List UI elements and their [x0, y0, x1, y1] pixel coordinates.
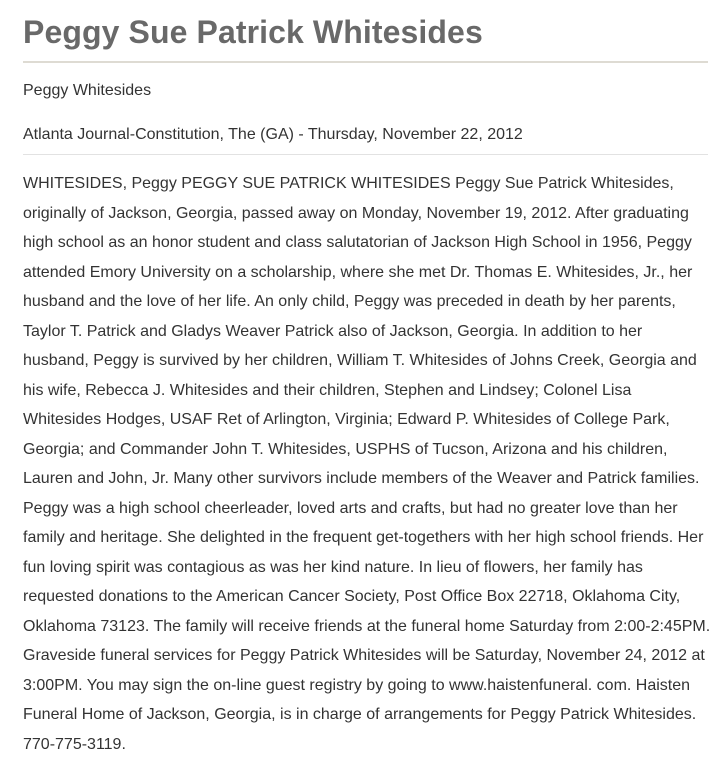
source-divider [23, 154, 708, 155]
obituary-body: WHITESIDES, Peggy PEGGY SUE PATRICK WHITESIDES Peggy Sue Patrick Whitesides, originally of Jackson, Georgia, passed away on Monday, November 19, 2012. After graduating high school as an honor student and class salutatorian of Jackson High School in 1956, Peggy attended Emory University on a scholarship, where she met Dr. Thomas E. Whitesides, Jr., her husband and the love of her life. An only child, Peggy was preceded in death by her parents, Taylor T. Patrick and Gladys Weaver Patrick also of Jackson, Georgia. In addition to her husband, Peggy is survived by her children, William T. Whitesides of Johns Creek, Georgia and his wife, Rebecca J. Whitesides and their children, Stephen and Lindsey; Colonel Lisa Whitesides Hodges, USAF Ret of Arlington, Virginia; Edward P. Whitesides of College Park, Georgia; and Commander John T. Whitesides, USPHS of Tucson, Arizona and his children, Lauren and John, Jr. Many other survivors include members of the Weaver and Patrick families. Peggy was a high school cheerleader, loved arts and crafts, but had no greater love than her family and heritage. She delighted in the frequent get-togethers with her high school friends. Her fun loving spirit was contagious as was her kind nature. In lieu of flowers, her family has requested donations to the American Cancer Society, Post Office Box 22718, Oklahoma City, Oklahoma 73123. The family will receive friends at the funeral home Saturday from 2:00-2:45PM. Graveside funeral services for Peggy Patrick Whitesides will be Saturday, November 24, 2012 at 3:00PM. You may sign the on-line guest registry by going to www.haistenfuneral. com. Haisten Funeral Home of Jackson, Georgia, is in charge of arrangements for Peggy Patrick Whitesides. 770-775-3119. [23, 175, 711, 753]
title-divider [23, 61, 708, 63]
page-title: Peggy Sue Patrick Whitesides [23, 14, 483, 50]
publication-source-date: Atlanta Journal-Constitution, The (GA) - Thursday, November 22, 2012 [23, 126, 523, 143]
deceased-name: Peggy Whitesides [23, 82, 152, 99]
